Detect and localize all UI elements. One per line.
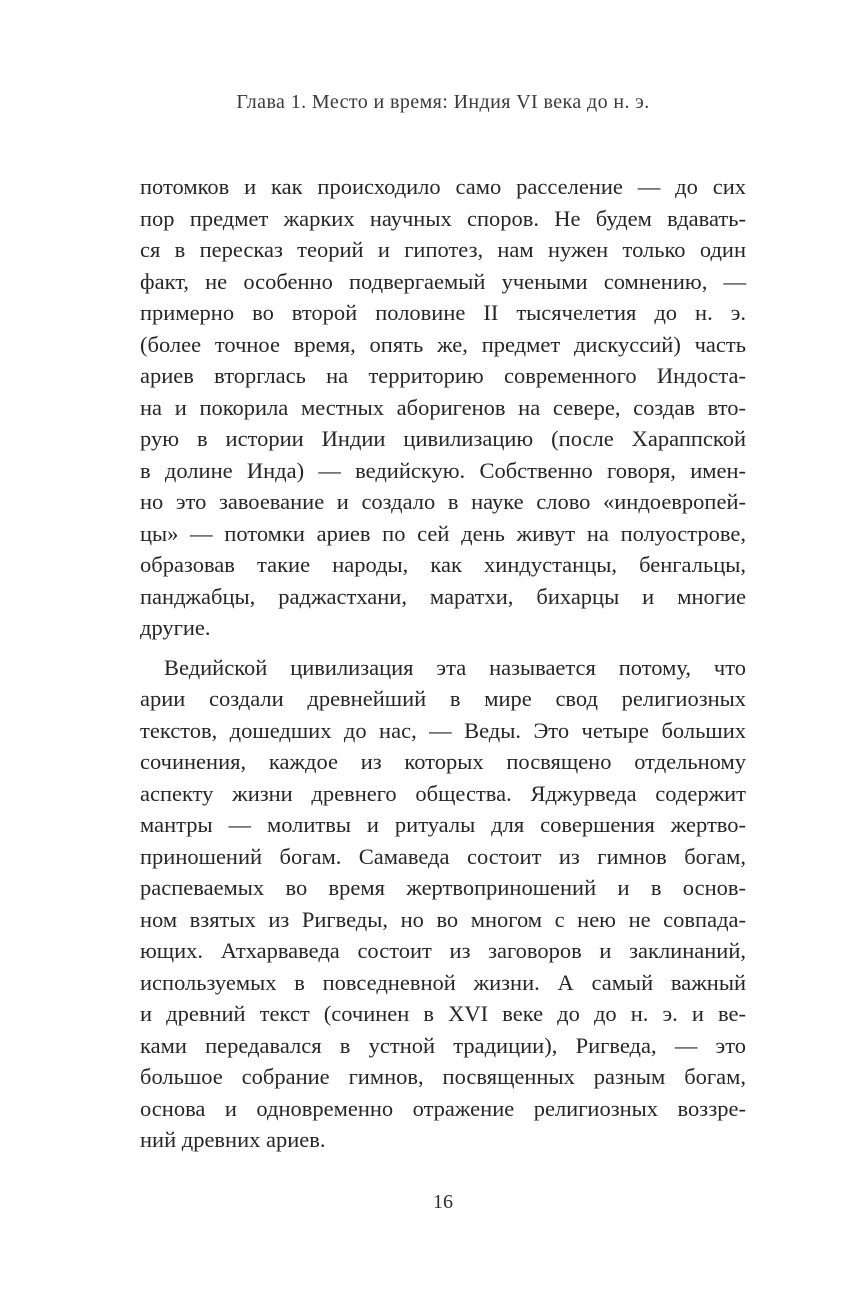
text-line: другие. xyxy=(140,615,211,640)
text-line: ном взятых из Ригведы, но во многом с нею не совпада- xyxy=(140,906,746,932)
text-line: факт, не особенно подвергаемый учеными сомнению, — xyxy=(140,268,746,294)
page-number: 16 xyxy=(433,1191,453,1213)
text-line: приношений богам. Самаведа состоит из гимнов богам, xyxy=(140,843,746,869)
text-line: (более точное время, опять же, предмет дискуссий) часть xyxy=(140,331,746,357)
text-line: и древний текст (сочинен в XVI веке до до н. э. и ве- xyxy=(140,1001,746,1026)
text-line: аспекту жизни древнего общества. Яджурведа содержит xyxy=(140,780,746,806)
text-line: потомков и как происходило само расселение — до сих xyxy=(140,174,746,199)
text-line: цы» — потомки ариев по сей день живут на полуострове, xyxy=(140,520,746,546)
chapter-running-header: Глава 1. Место и время: Индия VI века до н. э. xyxy=(236,91,650,113)
page-body xyxy=(140,171,746,1156)
text-line: рую в истории Индии цивилизацию (после Хараппской xyxy=(140,426,746,451)
text-line: панджабцы, раджастхани, маратхи, бихарцы и многие xyxy=(140,583,746,609)
text-line: арии создали древнейший в мире свод религиозных xyxy=(140,686,746,711)
text-line: сочинения, каждое из которых посвящено отдельному xyxy=(140,749,746,774)
text-line: мантры — молитвы и ритуалы для совершения жертво- xyxy=(140,812,746,837)
paragraph-2 xyxy=(140,652,746,1156)
text-line: ками передавался в устной традиции), Ригведа, — это xyxy=(140,1032,746,1058)
paragraph-1 xyxy=(140,171,746,644)
text-line: на и покорила местных аборигенов на севере, создав вто- xyxy=(140,394,746,420)
text-line: в долине Инда) — ведийскую. Собственно говоря, имен- xyxy=(140,457,746,483)
text-line: пор предмет жарких научных споров. Не будем вдавать- xyxy=(140,205,746,231)
text-line: ариев вторглась на территорию современного Индоста- xyxy=(140,363,746,388)
text-line: большое собрание гимнов, посвященных разным богам, xyxy=(140,1064,746,1089)
text-line: но это завоевание и создало в науке слово «индоевропей- xyxy=(140,489,746,514)
text-line: основа и одновременно отражение религиозных воззре- xyxy=(140,1095,746,1121)
text-line: текстов, дошедших до нас, — Веды. Это четыре больших xyxy=(140,717,746,743)
text-line: ний древних ариев. xyxy=(140,1127,326,1152)
text-line: примерно во второй половине II тысячелетия до н. э. xyxy=(140,300,746,325)
text-line: образовав такие народы, как хиндустанцы, бенгальцы, xyxy=(140,552,746,577)
text-line: используемых в повседневной жизни. А самый важный xyxy=(140,969,746,995)
text-line: Ведийской цивилизация эта называется потому, что xyxy=(164,654,746,680)
text-line: распеваемых во время жертвоприношений и в основ- xyxy=(140,875,746,900)
text-line: ющих. Атхарваведа состоит из заговоров и заклинаний, xyxy=(140,938,746,963)
text-line: ся в пересказ теорий и гипотез, нам нужен только один xyxy=(140,237,746,262)
